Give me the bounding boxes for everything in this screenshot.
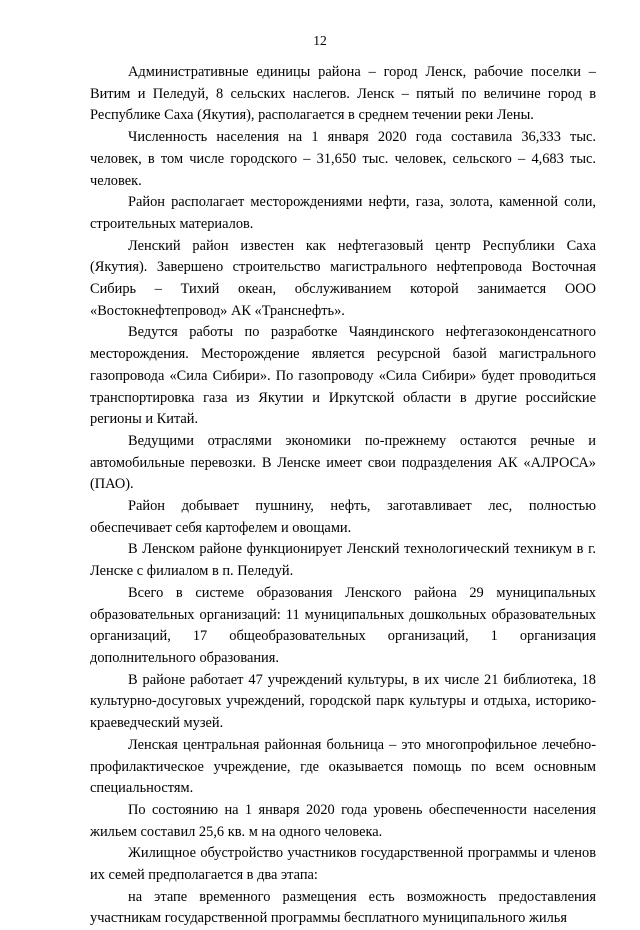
paragraph-housing-level: По состоянию на 1 января 2020 года уровень обеспеченности населения жильем составил 25,6 кв. м на одного человека. <box>90 801 596 840</box>
paragraph-economy: Ведущими отраслями экономики по-прежнему остаются речные и автомобильные перевозки. В Ленске имеет свои подразделения АК «АЛРОСА» (ПАО). <box>90 432 596 493</box>
paragraph-hospital: Ленская центральная районная больница – это многопрофильное лечебно-профилактическое учреждение, где оказывается помощь по всем основным специальностям. <box>90 736 596 797</box>
paragraph-deposits: Район располагает месторождениями нефти, газа, золота, каменной соли, строительных материалов. <box>90 194 596 232</box>
paragraph-administrative-units: Административные единицы района – город Ленск, рабочие поселки – Витим и Пеледуй, 8 сельских наслегов. Ленск – пятый по величине город в Республике Саха (Якутия), располагается в среднем течении реки Лены. <box>90 64 596 124</box>
document-body <box>90 62 596 930</box>
paragraph-temporary-housing: на этапе временного размещения есть возможность предоставления участникам государственной программы бесплатного муниципального жилья <box>90 888 596 927</box>
paragraph-chayanda-field: Ведутся работы по разработке Чаяндинского нефтегазоконденсатного месторождения. Месторождение является ресурсной базой магистрального газопровода «Сила Сибири». По газопроводу «Сила Сибири» будет проводиться транспортировка газа из Якутии и Иркутской области в другие российские регионы и Китай. <box>90 324 596 428</box>
paragraph-housing-stages: Жилищное обустройство участников государственной программы и членов их семей предполагается в два этапа: <box>90 845 596 884</box>
paragraph-education: Всего в системе образования Ленского района 29 муниципальных образовательных организаций: 11 муниципальных дошкольных образовательных организаций, 17 общеобразовательных организаций, 1 организация дополнительного образования. <box>90 584 596 666</box>
page-number: 12 <box>313 33 327 48</box>
paragraph-technical-college: В Ленском районе функционирует Ленский технологический техникум в г. Ленске с филиалом в п. Пеледуй. <box>90 541 596 580</box>
paragraph-culture: В районе работает 47 учреждений культуры, в их числе 21 библиотека, 18 культурно-досуговых учреждений, городской парк культуры и отдыха, историко-краеведческий музей. <box>90 671 596 732</box>
paragraph-population: Численность населения на 1 января 2020 года составила 36,333 тыс. человек, в том числе городского – 31,650 тыс. человек, сельского – 4,683 тыс. человек. <box>90 129 596 189</box>
paragraph-production: Район добывает пушнину, нефть, заготавливает лес, полностью обеспечивает себя картофелем и овощами. <box>90 498 596 536</box>
paragraph-oil-gas-center: Ленский район известен как нефтегазовый центр Республики Саха (Якутия). Завершено строительство магистрального нефтепровода Восточная Сибирь – Тихий океан, обслуживанием которой занимается ООО «Востокнефтепровод» АК «Транснефть». <box>90 237 596 319</box>
